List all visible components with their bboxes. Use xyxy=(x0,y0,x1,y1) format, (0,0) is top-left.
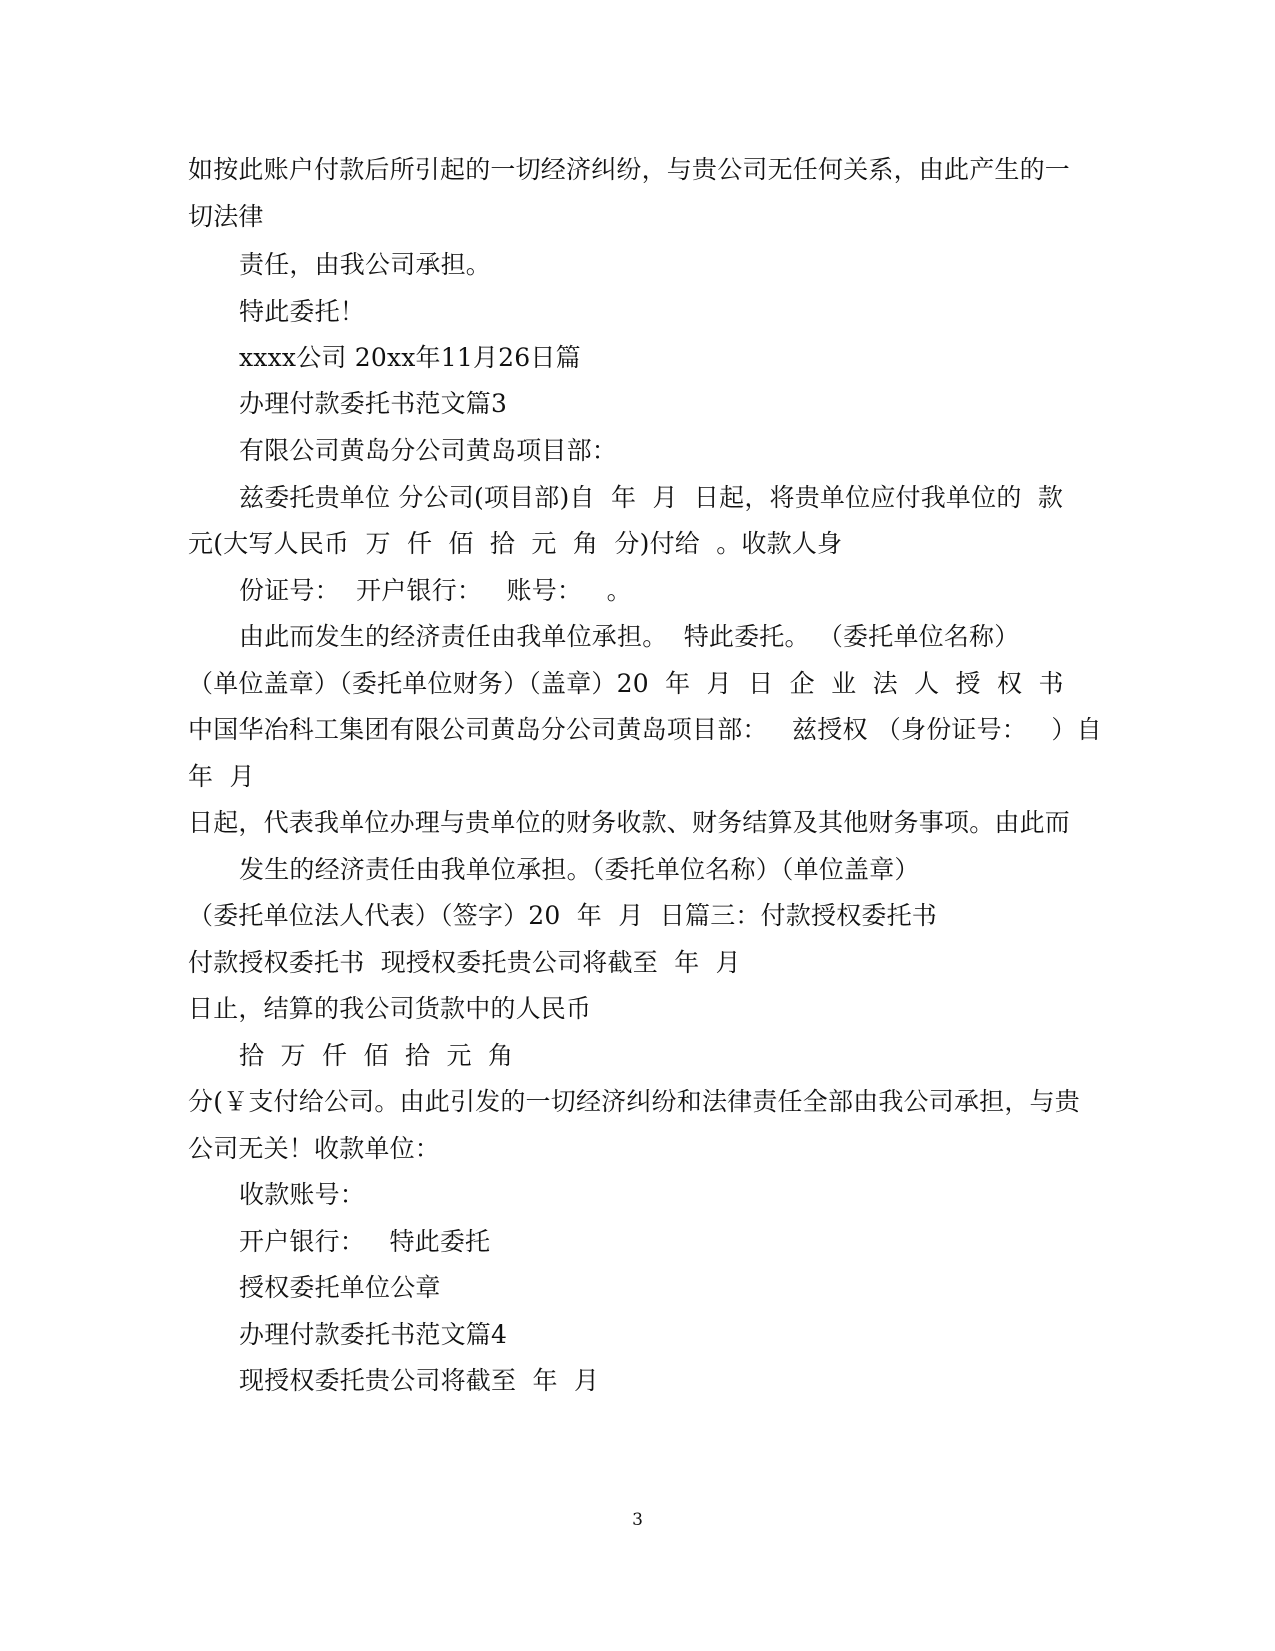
text-line: 年 月 xyxy=(188,762,255,791)
text-line: 中国华冶科工集团有限公司黄岛分公司黄岛项目部： 兹授权 （身份证号： ）自 xyxy=(188,715,1102,744)
text-line: 兹委托贵单位 分公司(项目部)自 年 月 日起，将贵单位应付我单位的 款 xyxy=(239,483,1064,512)
text-line: 责任，由我公司承担。 xyxy=(239,250,492,279)
text-line: 日起，代表我单位办理与贵单位的财务收款、财务结算及其他财务事项。由此而 xyxy=(188,808,1071,837)
text-line: 收款账号： xyxy=(239,1180,366,1209)
text-line: 份证号： 开户银行： 账号： 。 xyxy=(239,576,632,605)
text-line: 如按此账户付款后所引起的一切经济纠纷，与贵公司无任何关系，由此产生的一 xyxy=(188,155,1071,184)
text-line: 有限公司黄岛分公司黄岛项目部： xyxy=(239,436,618,465)
text-line: 付款授权委托书 现授权委托贵公司将截至 年 月 xyxy=(188,948,741,977)
text-line: （委托单位法人代表）（签字）20 年 月 日篇三：付款授权委托书 xyxy=(188,901,937,930)
text-line: 开户银行： 特此委托 xyxy=(239,1227,491,1256)
text-line: xxxx公司 20xx年11月26日篇 xyxy=(239,343,581,372)
text-line: 特此委托！ xyxy=(239,297,366,326)
text-line: 拾 万 仟 佰 拾 元 角 xyxy=(239,1041,514,1070)
text-line: 元(大写人民币 万 仟 佰 拾 元 角 分)付给 。收款人身 xyxy=(188,529,843,558)
text-line: 切法律 xyxy=(188,202,264,231)
page-number: 3 xyxy=(632,1510,643,1530)
section-heading: 办理付款委托书范文篇4 xyxy=(239,1320,508,1349)
text-line: （单位盖章）（委托单位财务）（盖章）20 年 月 日 企 业 法 人 授 权 书 xyxy=(188,669,1064,698)
text-line: 公司无关！收款单位： xyxy=(188,1134,441,1163)
text-line: 现授权委托贵公司将截至 年 月 xyxy=(239,1366,600,1395)
text-line: 授权委托单位公章 xyxy=(239,1273,441,1302)
text-line: 日止，结算的我公司货款中的人民币 xyxy=(188,994,592,1023)
section-heading: 办理付款委托书范文篇3 xyxy=(239,389,508,418)
text-line: 由此而发生的经济责任由我单位承担。 特此委托。 （委托单位名称） xyxy=(239,622,1020,651)
text-line: 发生的经济责任由我单位承担。（委托单位名称）（单位盖章） xyxy=(239,855,920,884)
text-line: 分(￥支付给公司。由此引发的一切经济纠纷和法律责任全部由我公司承担，与贵 xyxy=(188,1087,1080,1116)
